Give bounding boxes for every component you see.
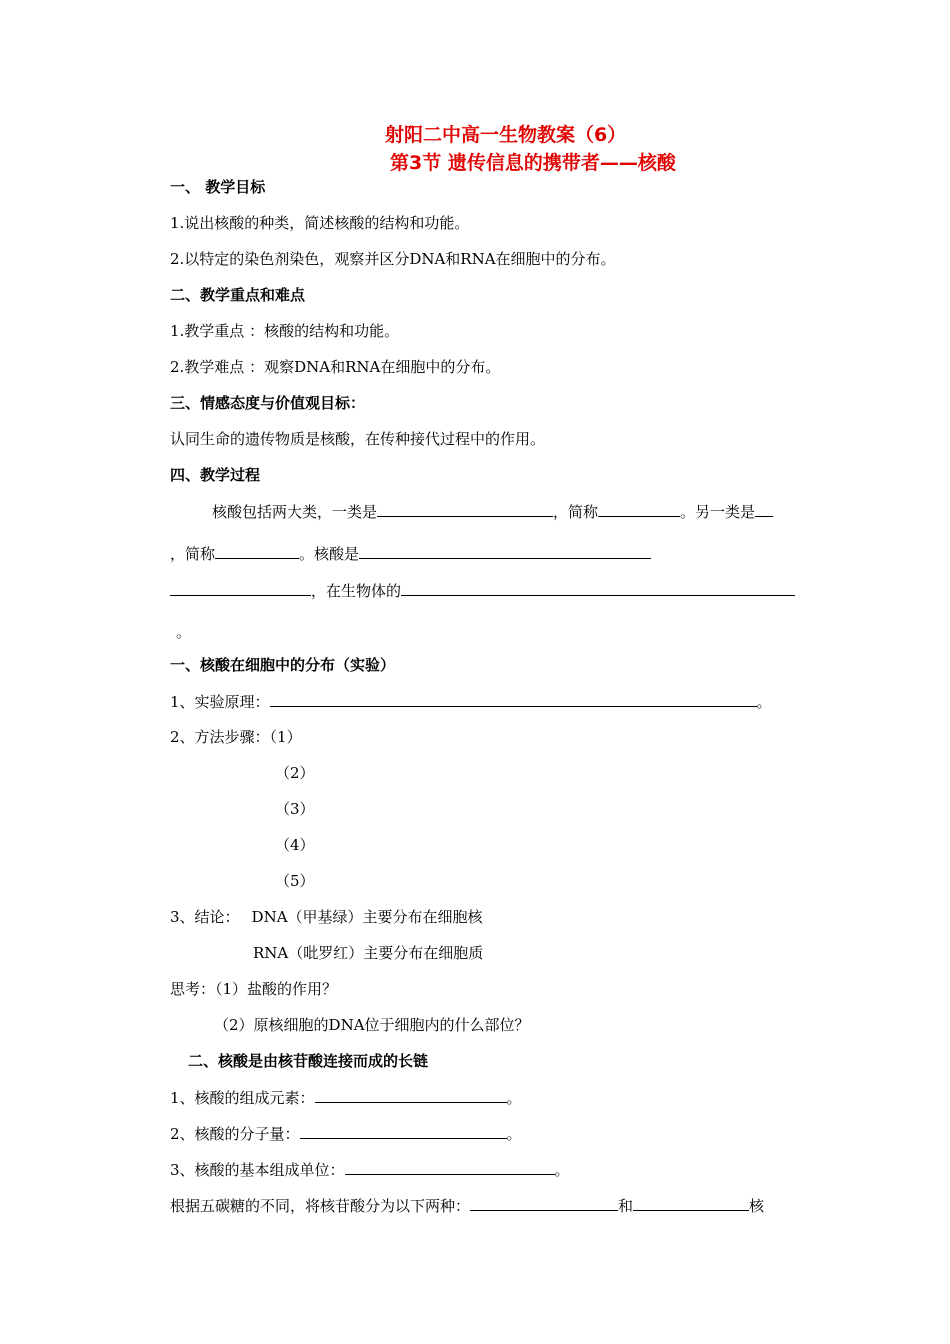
intro-text-f: ，在生物体的 bbox=[311, 582, 402, 600]
section-heading-objectives: 一、 教学目标 bbox=[170, 178, 266, 196]
and-text: 和 bbox=[618, 1197, 634, 1215]
nucleus-char: 核 bbox=[749, 1197, 765, 1215]
blank-field[interactable] bbox=[377, 501, 553, 517]
blank-field[interactable] bbox=[598, 501, 680, 517]
intro-text-d: ，简称 bbox=[170, 545, 216, 563]
intro-line-3 bbox=[170, 580, 795, 601]
part1-heading: 一、核酸在细胞中的分布（实验） bbox=[170, 656, 396, 674]
blank-field[interactable] bbox=[359, 543, 651, 559]
blank-field[interactable] bbox=[300, 1123, 507, 1139]
section-heading-process: 四、教学过程 bbox=[170, 466, 261, 484]
conclusion-line-1 bbox=[170, 907, 483, 927]
steps-line bbox=[170, 727, 302, 747]
blank-field[interactable] bbox=[345, 1159, 555, 1175]
doc-title: 射阳二中高一生物教案（6） bbox=[385, 124, 627, 146]
section-heading-values: 三、情感态度与价值观目标： bbox=[170, 394, 366, 412]
think-line-1 bbox=[170, 979, 337, 999]
intro-line-2 bbox=[170, 543, 651, 564]
step-2: （2） bbox=[275, 764, 315, 782]
conclusion-rna: RNA（吡罗红）主要分布在细胞质 bbox=[253, 944, 484, 962]
basic-unit-line bbox=[170, 1159, 570, 1180]
doc-subtitle: 第3节 遗传信息的携带者——核酸 bbox=[390, 152, 676, 174]
period: 。 bbox=[506, 1125, 522, 1143]
principle-line bbox=[170, 691, 772, 712]
blank-field[interactable] bbox=[401, 580, 795, 596]
steps-label: 2、方法步骤： bbox=[170, 728, 270, 746]
molecular-weight-line bbox=[170, 1123, 522, 1144]
intro-line-1 bbox=[212, 501, 773, 522]
nucleotide-types-label: 根据五碳糖的不同，将核苷酸分为以下两种： bbox=[170, 1197, 471, 1215]
conclusion-label: 3、结论： bbox=[170, 908, 240, 926]
principle-label: 1、实验原理： bbox=[170, 693, 270, 711]
think-q2: （2）原核细胞的DNA位于细胞内的什么部位？ bbox=[214, 1016, 530, 1034]
step-5: （5） bbox=[275, 872, 315, 890]
blank-field[interactable] bbox=[215, 543, 299, 559]
difficult-point: 2.教学难点 ：观察DNA和RNA在细胞中的分布。 bbox=[170, 358, 501, 376]
step-4: （4） bbox=[275, 836, 315, 854]
intro-text-b: ，简称 bbox=[553, 503, 599, 521]
think-label: 思考： bbox=[170, 980, 216, 998]
section-heading-key-points: 二、教学重点和难点 bbox=[170, 286, 306, 304]
blank-field[interactable] bbox=[170, 580, 311, 596]
blank-field[interactable] bbox=[755, 501, 773, 517]
composition-label: 1、核酸的组成元素： bbox=[170, 1089, 315, 1107]
step-1: （1） bbox=[269, 728, 302, 746]
blank-field[interactable] bbox=[270, 691, 757, 707]
blank-field[interactable] bbox=[470, 1195, 618, 1211]
think-q1: （1）盐酸的作用？ bbox=[215, 980, 338, 998]
objective-2: 2.以特定的染色剂染色，观察并区分DNA和RNA在细胞中的分布。 bbox=[170, 250, 616, 268]
nucleotide-types-line bbox=[170, 1195, 764, 1216]
key-point: 1.教学重点 ：核酸的结构和功能。 bbox=[170, 322, 400, 340]
step-3: （3） bbox=[275, 800, 315, 818]
principle-end: 。 bbox=[756, 693, 772, 711]
period: 。 bbox=[506, 1089, 522, 1107]
intro-text-c: 。另一类是 bbox=[680, 503, 756, 521]
blank-field[interactable] bbox=[633, 1195, 749, 1211]
conclusion-dna: DNA（甲基绿）主要分布在细胞核 bbox=[251, 908, 483, 926]
part2-heading: 二、核酸是由核苷酸连接而成的长链 bbox=[188, 1052, 429, 1070]
intro-text-e: 。核酸是 bbox=[299, 545, 360, 563]
intro-end: 。 bbox=[176, 623, 192, 641]
objective-1: 1.说出核酸的种类，简述核酸的结构和功能。 bbox=[170, 214, 470, 232]
molecular-weight-label: 2、核酸的分子量： bbox=[170, 1125, 300, 1143]
period: 。 bbox=[554, 1161, 570, 1179]
values-text: 认同生命的遗传物质是核酸，在传种接代过程中的作用。 bbox=[170, 430, 546, 448]
blank-field[interactable] bbox=[315, 1087, 507, 1103]
intro-text-a: 核酸包括两大类，一类是 bbox=[212, 503, 378, 521]
composition-line bbox=[170, 1087, 522, 1108]
basic-unit-label: 3、核酸的基本组成单位： bbox=[170, 1161, 345, 1179]
